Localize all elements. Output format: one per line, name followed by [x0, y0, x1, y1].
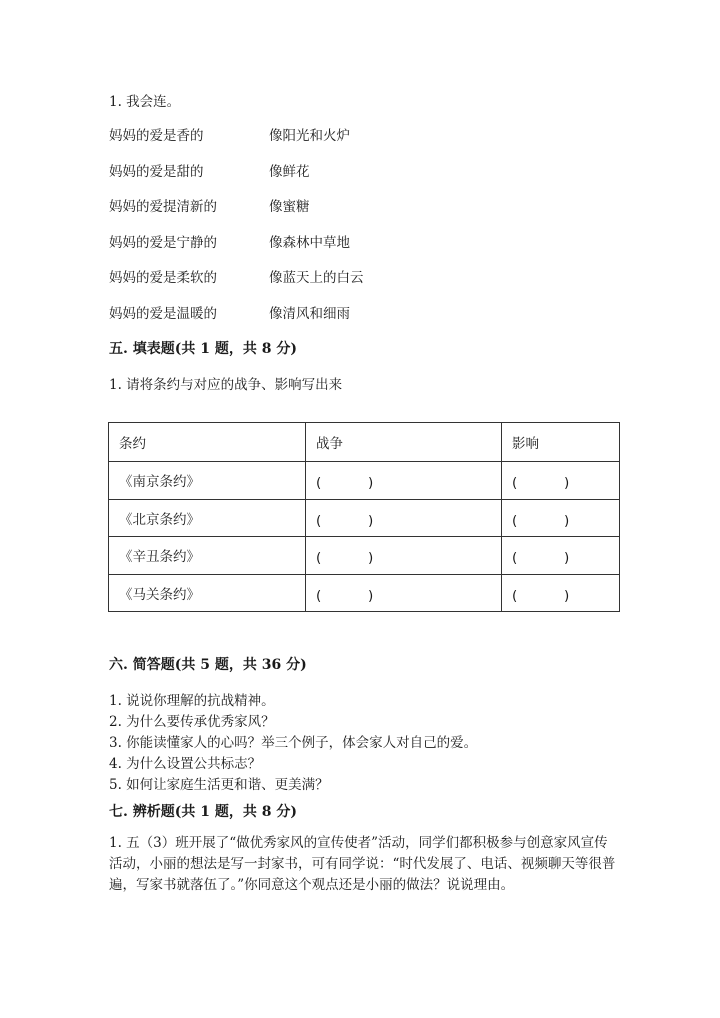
match-right-item: 像阳光和火炉 [269, 128, 350, 144]
paren-close: ) [368, 512, 374, 529]
paren-open: ( [316, 587, 322, 604]
paren-open: ( [512, 587, 518, 604]
impact-blank[interactable] [502, 499, 620, 537]
discussion-question: 1. 五（3）班开展了“做优秀家风的宣传使者”活动，同学们都积极参与创意家风宣传活动，小丽的想法是写一封家书，可有同学说：“时代发展了、电话、视频聊天等很普遍，写家书就落伍了。”你同意这个观点还是小丽的做法？说说理由。 [109, 835, 616, 893]
impact-blank[interactable] [502, 462, 620, 500]
short-answer-question: 1. 说说你理解的抗战精神。 [109, 693, 275, 709]
war-blank[interactable] [306, 537, 502, 575]
treaty-name: 《辛丑条约》 [109, 537, 306, 575]
treaty-name: 《马关条约》 [109, 574, 306, 612]
match-right-item: 像鲜花 [269, 164, 310, 180]
paren-close: ) [368, 475, 374, 492]
match-left-item: 妈妈的爱是香的 [109, 128, 204, 144]
paren-open: ( [512, 475, 518, 492]
paren-close: ) [564, 512, 570, 529]
short-answer-question: 2. 为什么要传承优秀家风？ [109, 714, 275, 730]
short-answer-question: 4. 为什么设置公共标志？ [109, 756, 262, 772]
table-row [109, 499, 620, 537]
table-row [109, 462, 620, 500]
paren-close: ) [368, 550, 374, 567]
paren-open: ( [512, 550, 518, 567]
header-impact: 影响 [502, 423, 620, 462]
match-right-item: 像森林中草地 [269, 235, 350, 251]
short-answer-question: 3. 你能读懂家人的心吗？举三个例子，体会家人对自己的爱。 [109, 735, 478, 751]
match-left-item: 妈妈的爱提清新的 [109, 199, 217, 215]
treaty-name: 《南京条约》 [109, 462, 306, 500]
paren-open: ( [316, 475, 322, 492]
war-blank[interactable] [306, 499, 502, 537]
section-7-heading: 七. 辨析题(共 1 题，共 8 分) [109, 804, 297, 820]
header-treaty: 条约 [109, 423, 306, 462]
section-6-heading: 六. 简答题(共 5 题，共 36 分) [109, 657, 307, 673]
table-header-row [109, 423, 620, 462]
war-blank[interactable] [306, 462, 502, 500]
short-answer-question: 5. 如何让家庭生活更和谐、更美满？ [109, 777, 329, 793]
paren-open: ( [512, 512, 518, 529]
impact-blank[interactable] [502, 537, 620, 575]
treaty-name: 《北京条约》 [109, 499, 306, 537]
table-row [109, 537, 620, 575]
match-left-item: 妈妈的爱是甜的 [109, 164, 204, 180]
war-blank[interactable] [306, 574, 502, 612]
paren-close: ) [368, 587, 374, 604]
paren-close: ) [564, 587, 570, 604]
impact-blank[interactable] [502, 574, 620, 612]
match-left-item: 妈妈的爱是柔软的 [109, 270, 217, 286]
header-war: 战争 [306, 423, 502, 462]
match-right-item: 像蜜糖 [269, 199, 310, 215]
question-1-title: 1. 我会连。 [109, 94, 181, 110]
section-5-question: 1. 请将条约与对应的战争、影响写出来 [109, 377, 343, 393]
paren-open: ( [316, 512, 322, 529]
paren-open: ( [316, 550, 322, 567]
table-row [109, 574, 620, 612]
paren-close: ) [564, 475, 570, 492]
match-left-item: 妈妈的爱是温暖的 [109, 306, 217, 322]
match-right-item: 像蓝天上的白云 [269, 270, 364, 286]
paren-close: ) [564, 550, 570, 567]
match-right-item: 像清风和细雨 [269, 306, 350, 322]
match-left-item: 妈妈的爱是宁静的 [109, 235, 217, 251]
treaty-table [108, 422, 620, 612]
section-5-heading: 五. 填表题(共 1 题，共 8 分) [109, 341, 297, 357]
